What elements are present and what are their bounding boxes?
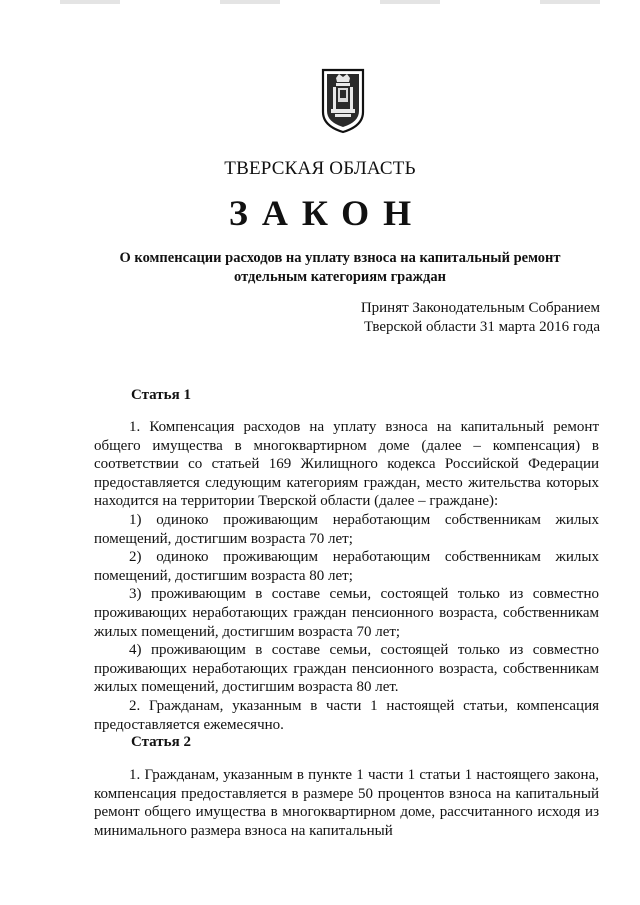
law-subtitle-line: отдельным категориям граждан: [234, 269, 446, 285]
paragraph: 4) проживающим в составе семьи, состоящей только из совместно проживающих неработающих граждан пенсионного возраста, собственникам жилых помещений, достигшим возраста 80 лет.: [94, 642, 599, 696]
adoption-note: [361, 299, 600, 337]
adoption-note-line: Принят Законодательным Собранием: [360, 300, 600, 316]
article-body: [94, 418, 599, 734]
scan-edge-artifact: [0, 0, 640, 4]
paragraph: 1. Гражданам, указанным в пункте 1 части 1 статьи 1 настоящего закона, компенсация предоставляется в размере 50 процентов взноса на капитальный ремонт общего имущества в многоквартирном доме, рассчитанного исходя из минимального размера взноса на капитальный: [94, 767, 599, 839]
paragraph: 2. Гражданам, указанным в части 1 настоящей статьи, компенсация предоставляется ежемесячно.: [94, 697, 599, 733]
paragraph: 1) одиноко проживающим неработающим собственникам жилых помещений, достигшим возраста 70 лет;: [94, 511, 599, 547]
article-body: [94, 766, 599, 840]
adoption-note-line: Тверской области 31 марта 2016 года: [363, 319, 600, 335]
paragraph: 2) одиноко проживающим неработающим собственникам жилых помещений, достигшим возраста 80 лет;: [94, 549, 599, 584]
law-subtitle-line: О компенсации расходов на уплату взноса на капитальный ремонт: [119, 250, 561, 266]
paragraph: 1. Компенсация расходов на уплату взноса на капитальный ремонт общего имущества в многоквартирном доме (далее – компенсация) в соответствии со статьей 169 Жилищного кодекса Российской Федерации предоставляется следующим категориям граждан, место жительства которых находится на территории Тверской области (далее – граждане):: [94, 419, 599, 510]
paragraph: 3) проживающим в составе семьи, состоящей только из совместно проживающих неработающих граждан пенсионного возраста, собственникам жилых помещений, достигшим возраста 70 лет;: [94, 586, 599, 640]
article-heading: Статья 1: [131, 387, 191, 403]
document-title: ЗАКОН: [228, 193, 426, 233]
coat-of-arms-icon: [321, 68, 365, 134]
region-name: ТВЕРСКАЯ ОБЛАСТЬ: [224, 158, 416, 179]
law-subtitle: [80, 249, 600, 287]
article-heading: Статья 2: [131, 734, 191, 750]
